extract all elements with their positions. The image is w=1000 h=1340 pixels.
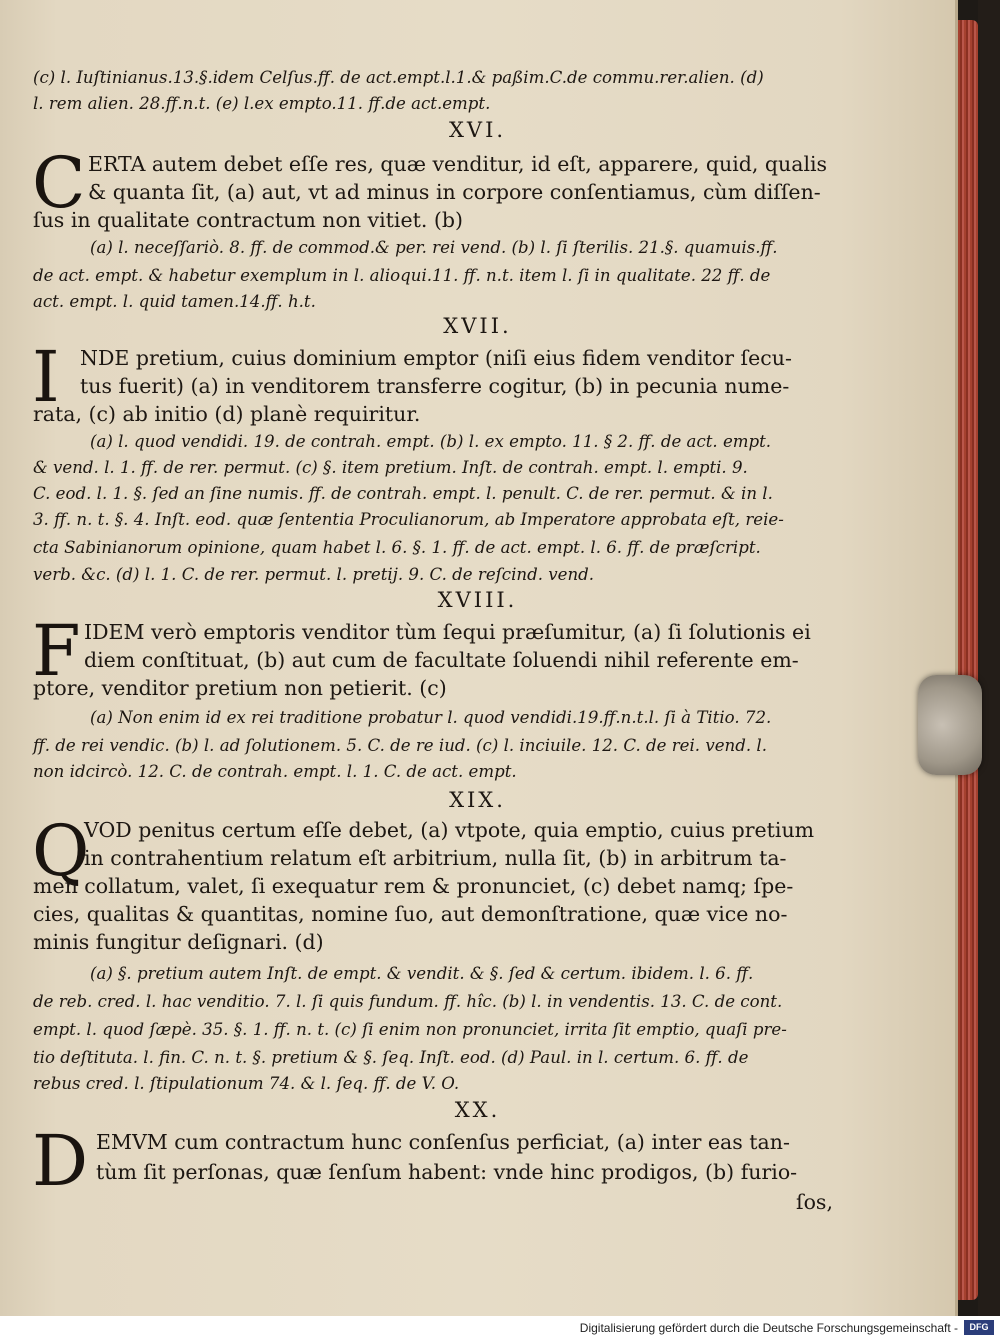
- footnote-line: (a) Non enim id ex rei traditione probatur l. quod vendidi.19.ff.n.t.l. ſi à Titio. 72.: [90, 708, 772, 727]
- dropcap-i: I: [32, 336, 60, 418]
- footnote-line: rebus cred. l. ſtipulationum 74. & l. ſeq. ff. de V. O.: [33, 1074, 460, 1093]
- section-heading-xx: XX.: [454, 1098, 501, 1122]
- digitization-footer: [0, 1316, 1000, 1340]
- body-line: tus fuerit) (a) in venditorem transferre cogitur, (b) in pecunia nume-: [80, 374, 790, 398]
- body-line: cies, qualitas & quantitas, nomine ſuo, aut demonſtratione, quæ vice no-: [33, 902, 788, 926]
- body-line: men collatum, valet, ſi exequatur rem & pronunciet, (c) debet namq; ſpe-: [33, 874, 794, 898]
- book-spine-shadow: [978, 0, 1000, 1316]
- footnote-line: & vend. l. 1. ff. de rer. permut. (c) §. item pretium. Inſt. de contrah. empt. l. empti. 9.: [33, 458, 748, 477]
- footnote-line: (c) l. Iuſtinianus.13.§.idem Celſus.ff. de act.empt.l.1.& paßim.C.de commu.rer.alien. (d): [33, 68, 764, 87]
- dropcap-f: F: [32, 610, 81, 692]
- body-line: IDEM verò emptoris venditor tùm ſequi præſumitur, (a) ſi ſolutionis ei: [84, 620, 811, 644]
- section-heading-xvii: XVII.: [443, 314, 512, 338]
- footnote-line: l. rem alien. 28.ff.n.t. (e) l.ex empto.11. ff.de act.empt.: [33, 94, 491, 113]
- body-line: & quanta ſit, (a) aut, vt ad minus in corpore conſentiamus, cùm diſſen-: [88, 180, 821, 204]
- footnote-line: verb. &c. (d) l. 1. C. de rer. permut. l. pretij. 9. C. de reſcind. vend.: [33, 565, 595, 584]
- footnote-line: (a) l. neceſſariò. 8. ff. de commod.& per. rei vend. (b) l. ſi ſterilis. 21.§. quamuis.ff.: [90, 238, 778, 257]
- section-heading-xvi: XVI.: [448, 118, 507, 142]
- body-line: NDE pretium, cuius dominium emptor (niſi eius fidem venditor ſecu-: [80, 346, 792, 370]
- body-line: in contrahentium relatum eſt arbitrium, nulla ſit, (b) in arbitrum ta-: [84, 846, 787, 870]
- footnote-line: (a) l. quod vendidi. 19. de contrah. empt. (b) l. ex empto. 11. § 2. ff. de act. empt.: [90, 432, 772, 451]
- body-line: minis fungitur deſignari. (d): [33, 930, 324, 954]
- dropcap-d: D: [32, 1120, 89, 1202]
- footnote-line: de act. empt. & habetur exemplum in l. alioqui.11. ff. n.t. item l. ſi in qualitate. 22 ff. de: [33, 266, 771, 285]
- footnote-line: non idcircò. 12. C. de contrah. empt. l. 1. C. de act. empt.: [33, 762, 517, 781]
- body-line: VOD penitus certum eſſe debet, (a) vtpote, quia emptio, cuius pretium: [84, 818, 815, 842]
- dfg-logo-icon: DFG: [964, 1320, 994, 1335]
- body-line: tùm ſit perſonas, quæ ſenſum habent: vnde hinc prodigos, (b) furio-: [96, 1160, 798, 1184]
- footnote-line: empt. l. quod ſæpè. 35. §. 1. ff. n. t. (c) ſi enim non pronunciet, irrita ſit emptio, quaſi pre-: [33, 1020, 787, 1039]
- body-line: diem conſtituat, (b) aut cum de facultate ſoluendi nihil referente em-: [84, 648, 799, 672]
- body-line: rata, (c) ab initio (d) planè requiritur.: [33, 402, 421, 426]
- footnote-line: (a) §. pretium autem Inſt. de empt. & vendit. & §. ſed & certum. ibidem. l. 6. ff.: [90, 964, 754, 983]
- footnote-line: ff. de rei vendic. (b) l. ad ſolutionem. 5. C. de re iud. (c) l. inciuile. 12. C. de rei. vend. l.: [33, 736, 767, 755]
- body-line: EMVM cum contractum hunc conſenſus perficiat, (a) inter eas tan-: [96, 1130, 790, 1154]
- body-line: ERTA autem debet eſſe res, quæ venditur, id eſt, apparere, quid, qualis: [88, 152, 828, 176]
- section-heading-xix: XIX.: [449, 788, 506, 812]
- footnote-line: de reb. cred. l. hac venditio. 7. l. ſi quis fundum. ff. hîc. (b) l. in vendentis. 13. C. de cont.: [33, 992, 783, 1011]
- dropcap-q: Q: [32, 810, 90, 892]
- section-heading-xviii: XVIII.: [437, 588, 518, 612]
- footnote-line: C. eod. l. 1. §. ſed an ſine numis. ff. de contrah. empt. l. penult. C. de rer. permut. & in l.: [33, 484, 773, 503]
- footer-credit: Digitalisierung gefördert durch die Deutsche Forschungsgemeinschaft -: [579, 1321, 958, 1335]
- footnote-line: act. empt. l. quid tamen.14.ff. h.t.: [33, 292, 316, 311]
- page-clip: [918, 675, 982, 775]
- dropcap-c: C: [32, 142, 86, 224]
- footnote-line: 3. ff. n. t. §. 4. Inſt. eod. quæ ſententia Proculianorum, ab Imperatore approbata eſt, reie-: [33, 510, 784, 529]
- footnote-line: tio deſtituta. l. fin. C. n. t. §. pretium & §. ſeq. Inſt. eod. (d) Paul. in l. certum. 6. ff. de: [33, 1048, 749, 1067]
- body-line: ptore, venditor pretium non petierit. (c): [33, 676, 447, 700]
- body-line: ſus in qualitate contractum non vitiet. (b): [33, 208, 463, 232]
- body-line: ſos,: [796, 1190, 833, 1214]
- footnote-line: cta Sabinianorum opinione, quam habet l. 6. §. 1. ff. de act. empt. l. 6. ff. de præſcript.: [33, 538, 761, 557]
- page-edges: [958, 20, 978, 1300]
